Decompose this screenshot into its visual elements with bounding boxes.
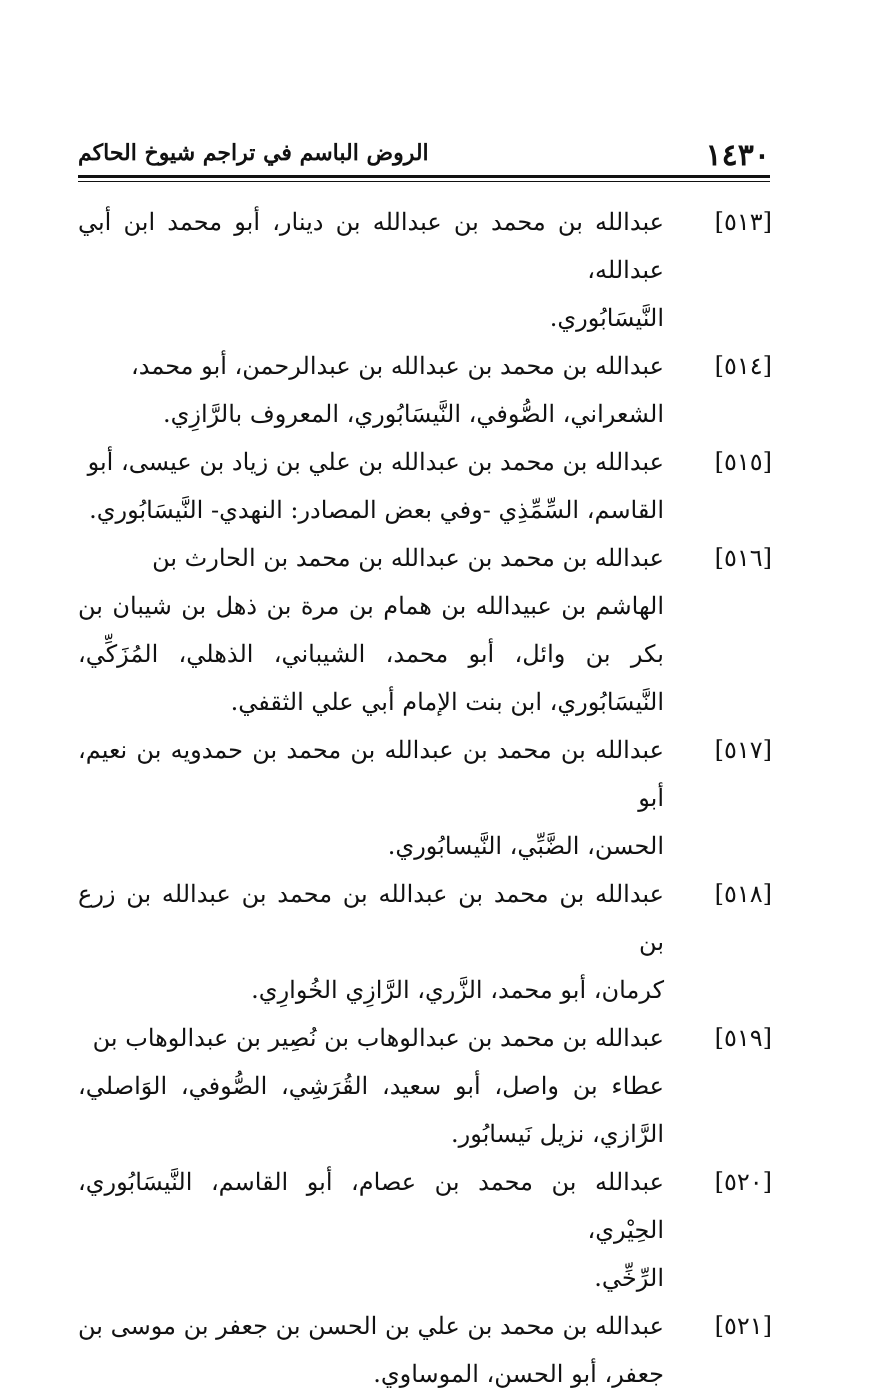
entry-519 (78, 1014, 772, 1158)
entry-line-first: عبدالله بن محمد بن عصام، أبو القاسم، النَّيسَابُوري، الحِيْري، (78, 1168, 664, 1244)
entry-text-rest: كرمان، أبو محمد، الزَّري، الرَّازِي الخُوارِي. (251, 976, 664, 1004)
header-rule-thick (78, 175, 770, 178)
running-title: الروض الباسم في تراجم شيوخ الحاكم (78, 140, 429, 166)
entry-513 (78, 198, 772, 342)
entries-list (78, 198, 772, 1398)
entry-521 (78, 1302, 772, 1398)
entry-514 (78, 342, 772, 438)
entry-number: [٥١٤] (714, 352, 772, 380)
entry-line-first: عبدالله بن محمد بن علي بن الحسن بن جعفر بن موسى بن (78, 1312, 664, 1340)
entry-number: [٥٢١] (714, 1312, 772, 1340)
header-rule-thin (78, 181, 770, 182)
page-number: ١٤٣٠ (705, 138, 770, 173)
entry-518 (78, 870, 772, 1014)
entry-517 (78, 726, 772, 870)
entry-line-first: عبدالله بن محمد بن عبدالله بن محمد بن الحارث بن (152, 544, 664, 572)
entry-number: [٥١٣] (714, 208, 772, 236)
entry-515 (78, 438, 772, 534)
page-header (78, 136, 770, 176)
entry-line-first: عبدالله بن محمد بن عبدالوهاب بن نُصِير بن عبدالوهاب بن (92, 1024, 664, 1052)
entry-line-first: عبدالله بن محمد بن عبدالله بن عبدالرحمن، أبو محمد، (130, 352, 664, 380)
entry-text-rest: الشعراني، الصُّوفي، النَّيسَابُوري، المعروف بالرَّازِي. (163, 400, 664, 428)
entry-line-first: عبدالله بن محمد بن عبدالله بن دينار، أبو محمد ابن أبي عبدالله، (78, 208, 664, 284)
entry-number: [٥٢٠] (714, 1168, 772, 1196)
entry-line-first: عبدالله بن محمد بن عبدالله بن علي بن زياد بن عيسى، أبو (87, 448, 664, 476)
entry-number: [٥١٧] (714, 736, 772, 764)
entry-text-rest: الرِّخِّي. (594, 1264, 664, 1292)
entry-line-first: عبدالله بن محمد بن عبدالله بن محمد بن عبدالله بن زرع بن (78, 880, 664, 956)
entry-line-first: عبدالله بن محمد بن عبدالله بن محمد بن حمدويه بن نعيم، أبو (78, 736, 664, 812)
entry-text-rest: الهاشم بن عبيدالله بن همام بن مرة بن ذهل بن شيبان بن بكر بن وائل، أبو محمد، الشيباني، الذهلي، المُزَكِّي، النَّيسَابُوري، ابن بنت الإمام أبي علي الثقفي. (78, 592, 664, 716)
entry-520 (78, 1158, 772, 1302)
entry-number: [٥١٦] (714, 544, 772, 572)
entry-number: [٥١٥] (714, 448, 772, 476)
entry-text-rest: عطاء بن واصل، أبو سعيد، القُرَشِي، الصُّوفي، الوَاصلي، الرَّازي، نزيل نَيسابُور. (78, 1072, 664, 1148)
entry-text-rest: جعفر، أبو الحسن، الموساوي. (373, 1360, 664, 1388)
entry-text-rest: النَّيسَابُوري. (549, 304, 664, 332)
entry-text-rest: القاسم، السِّمِّذِي -وفي بعض المصادر: النهدي- النَّيسَابُوري. (89, 496, 664, 524)
entry-number: [٥١٨] (714, 880, 772, 908)
entry-text-rest: الحسن، الضَّبِّي، النَّيسابُوري. (387, 832, 664, 860)
entry-number: [٥١٩] (714, 1024, 772, 1052)
entry-516 (78, 534, 772, 726)
